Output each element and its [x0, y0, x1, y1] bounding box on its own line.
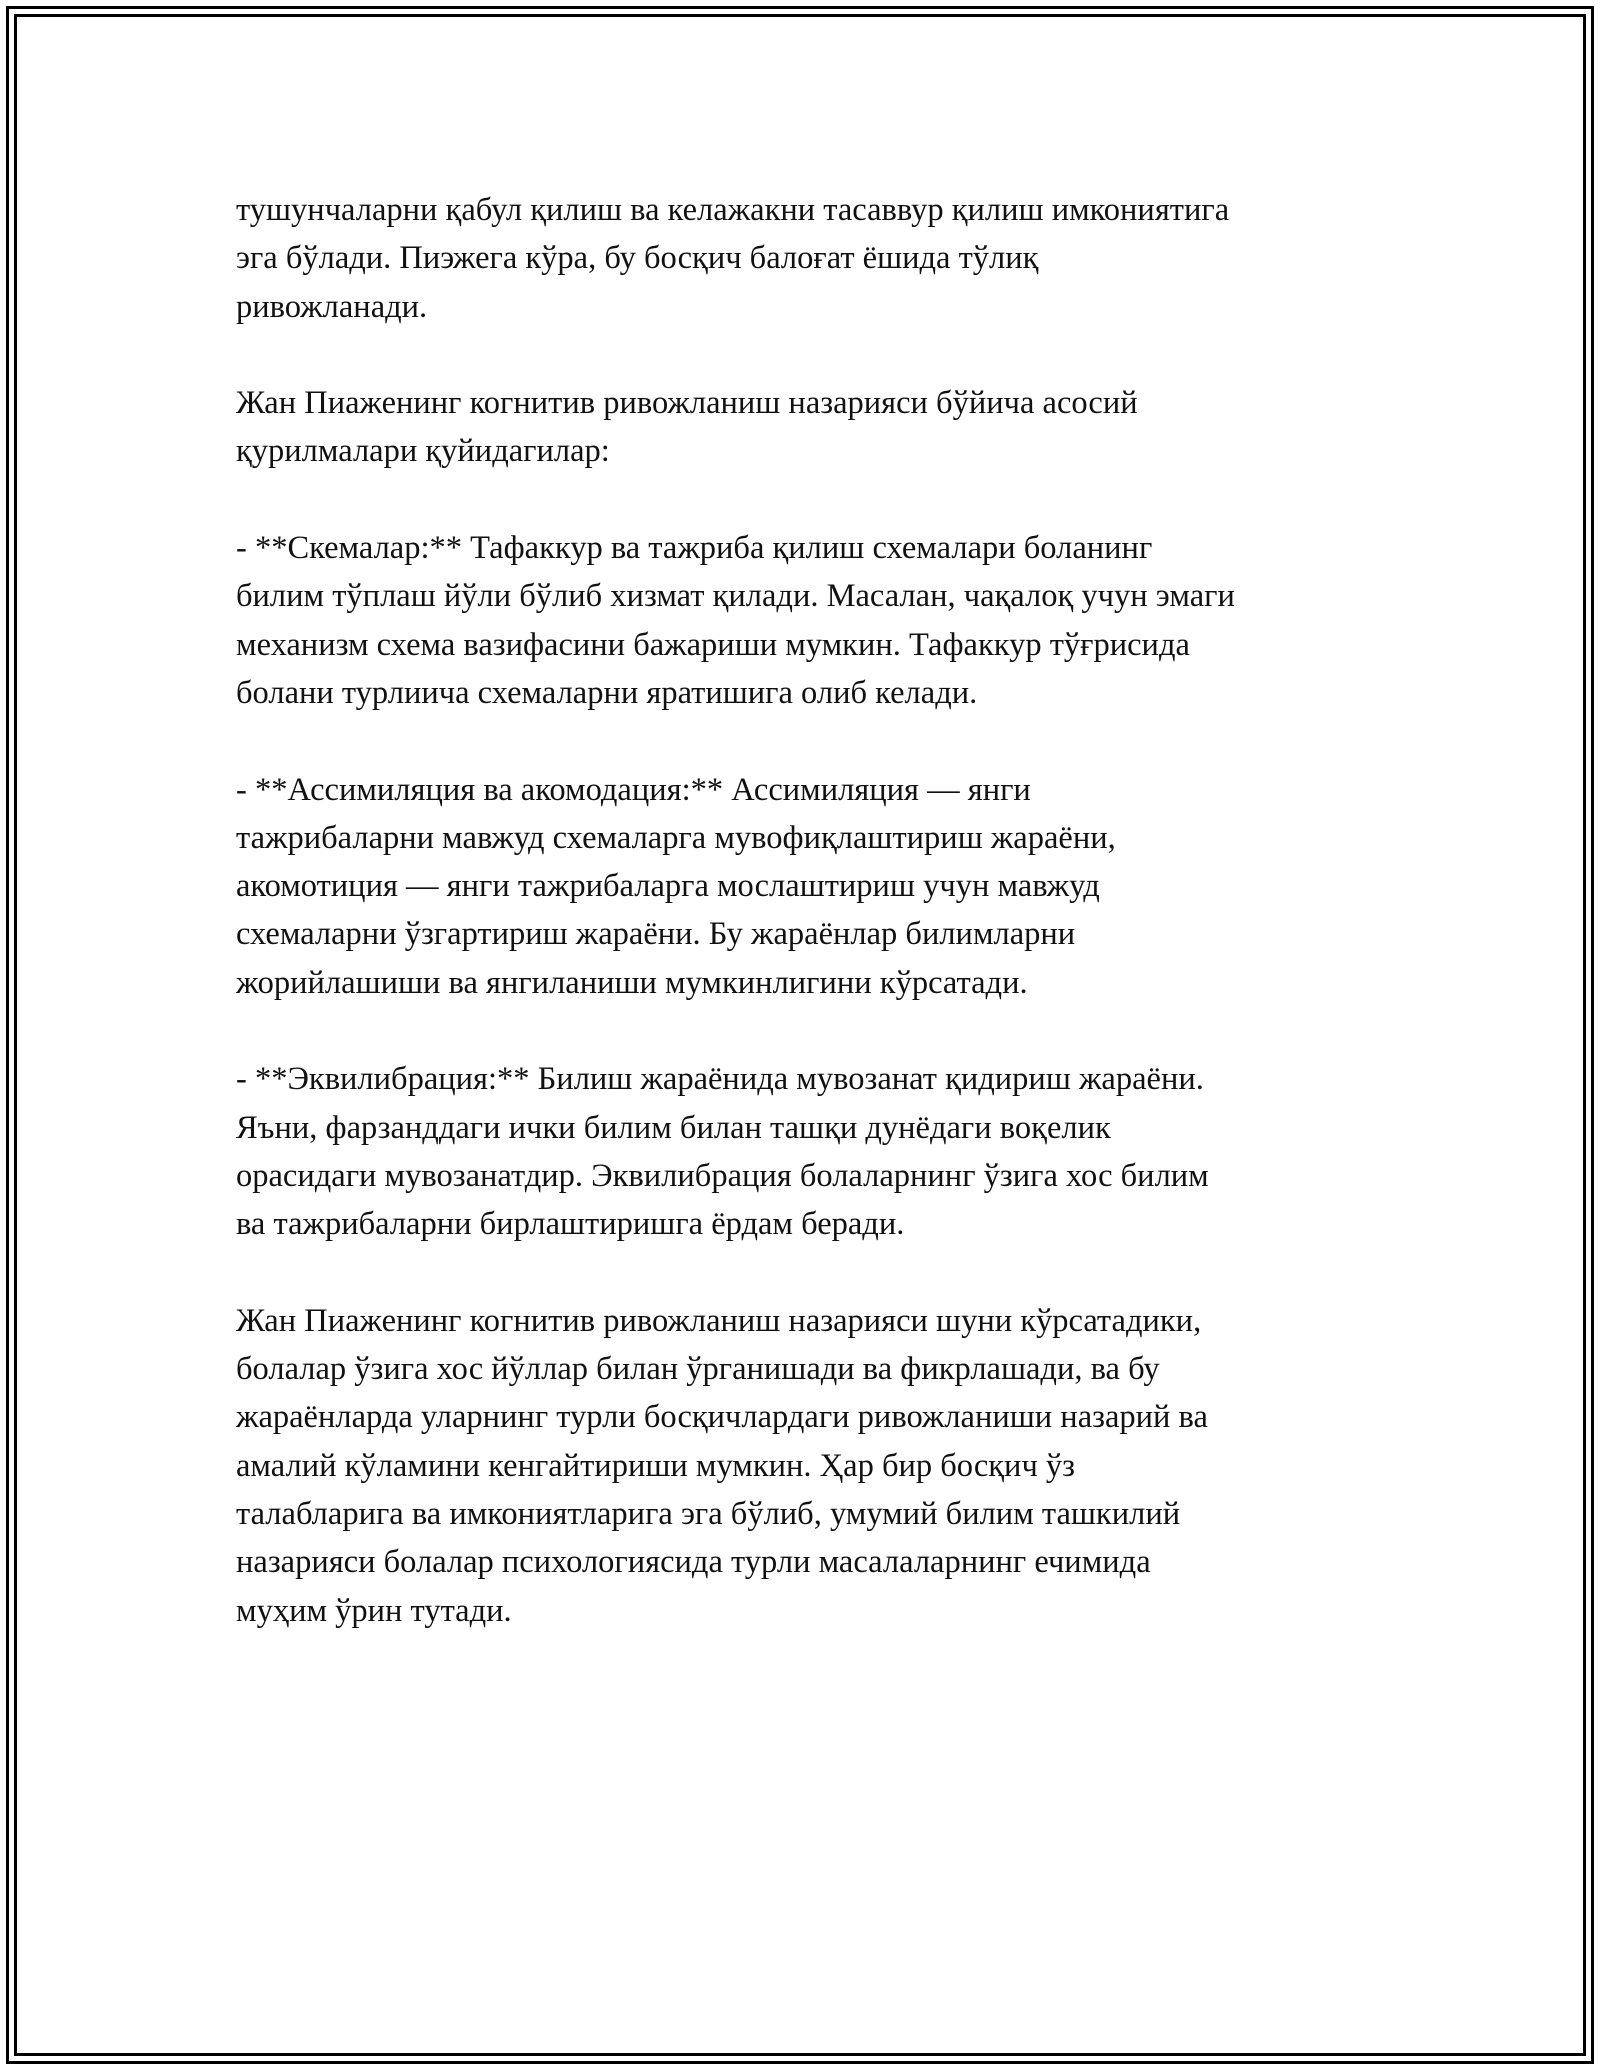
- text-line: назарияси болалар психологиясида турли масалаларнинг ечимида: [236, 1544, 1151, 1581]
- text-line: билим тўплаш йўли бўлиб хизмат қилади. Масалан, чақалоқ учун эмаги: [236, 578, 1235, 615]
- text-line: - **Скемалар:** Тафаккур ва тажриба қилиш схемалари боланинг: [236, 530, 1153, 567]
- text-line: муҳим ўрин тутади.: [236, 1592, 512, 1629]
- text-line: қурилмалари қуйидагилар:: [236, 433, 610, 470]
- text-line: - **Эквилибрация:** Билиш жараёнида мувозанат қидириш жараёни.: [236, 1061, 1204, 1098]
- paragraph-6-conclusion: [236, 1297, 1386, 1635]
- text-line: талабларига ва имкониятларига эга бўлиб, умумий билим ташкилий: [236, 1496, 1181, 1533]
- text-line: амалий кўламини кенгайтириши мумкин. Ҳар бир босқич ўз: [236, 1447, 1076, 1484]
- text-line: жорийлашиши ва янгиланиши мумкинлигини кўрсатади.: [236, 964, 1028, 1001]
- document-body: [236, 186, 1386, 1635]
- text-line: ривожланади.: [236, 288, 428, 325]
- text-line: механизм схема вазифасини бажариши мумкин. Тафаккур тўғрисида: [236, 626, 1190, 663]
- text-line: Жан Пиаженинг когнитив ривожланиш назарияси шуни кўрсатадики,: [236, 1302, 1202, 1339]
- text-line: ва тажрибаларни бирлаштиришга ёрдам беради.: [236, 1206, 905, 1243]
- paragraph-spacer: [236, 1007, 1386, 1055]
- paragraph-spacer: [236, 1249, 1386, 1297]
- text-line: тажрибаларни мавжуд схемаларга мувофиқлаштириш жараёни,: [236, 819, 1116, 856]
- text-line: болани турлиича схемаларни яратишига олиб келади.: [236, 674, 978, 711]
- text-line: Жан Пиаженинг когнитив ривожланиш назарияси бўйича асосий: [236, 385, 1138, 422]
- paragraph-spacer: [236, 331, 1386, 379]
- paragraph-5-equilibration: [236, 1055, 1386, 1248]
- text-line: тушунчаларни қабул қилиш ва келажакни тасаввур қилиш имкониятига: [236, 192, 1230, 228]
- paragraph-1: [236, 186, 1386, 331]
- paragraph-2: [236, 379, 1386, 476]
- text-line: орасидаги мувозанатдир. Эквилибрация болаларнинг ўзига хос билим: [236, 1157, 1209, 1194]
- paragraph-spacer: [236, 476, 1386, 524]
- text-line: жараёнларда уларнинг турли босқичлардаги ривожланиши назарий ва: [236, 1399, 1208, 1436]
- text-line: Яъни, фарзанддаги ички билим билан ташқи дунёдаги воқелик: [236, 1109, 1111, 1146]
- paragraph-spacer: [236, 717, 1386, 765]
- text-line: схемаларни ўзгартириш жараёни. Бу жараёнлар билимларни: [236, 916, 1076, 953]
- paragraph-3-schemas: [236, 524, 1386, 717]
- text-line: эга бўлади. Пиэжега кўра, бу босқич балоғат ёшида тўлиқ: [236, 240, 1039, 277]
- text-line: болалар ўзига хос йўллар билан ўрганишади ва фикрлашади, ва бу: [236, 1351, 1160, 1388]
- text-line: акомотиция — янги тажрибаларга мослаштириш учун мавжуд: [236, 868, 1100, 905]
- text-line: - **Ассимиляция ва акомодация:** Ассимиляция — янги: [236, 771, 1031, 808]
- paragraph-4-assimilation: [236, 766, 1386, 1007]
